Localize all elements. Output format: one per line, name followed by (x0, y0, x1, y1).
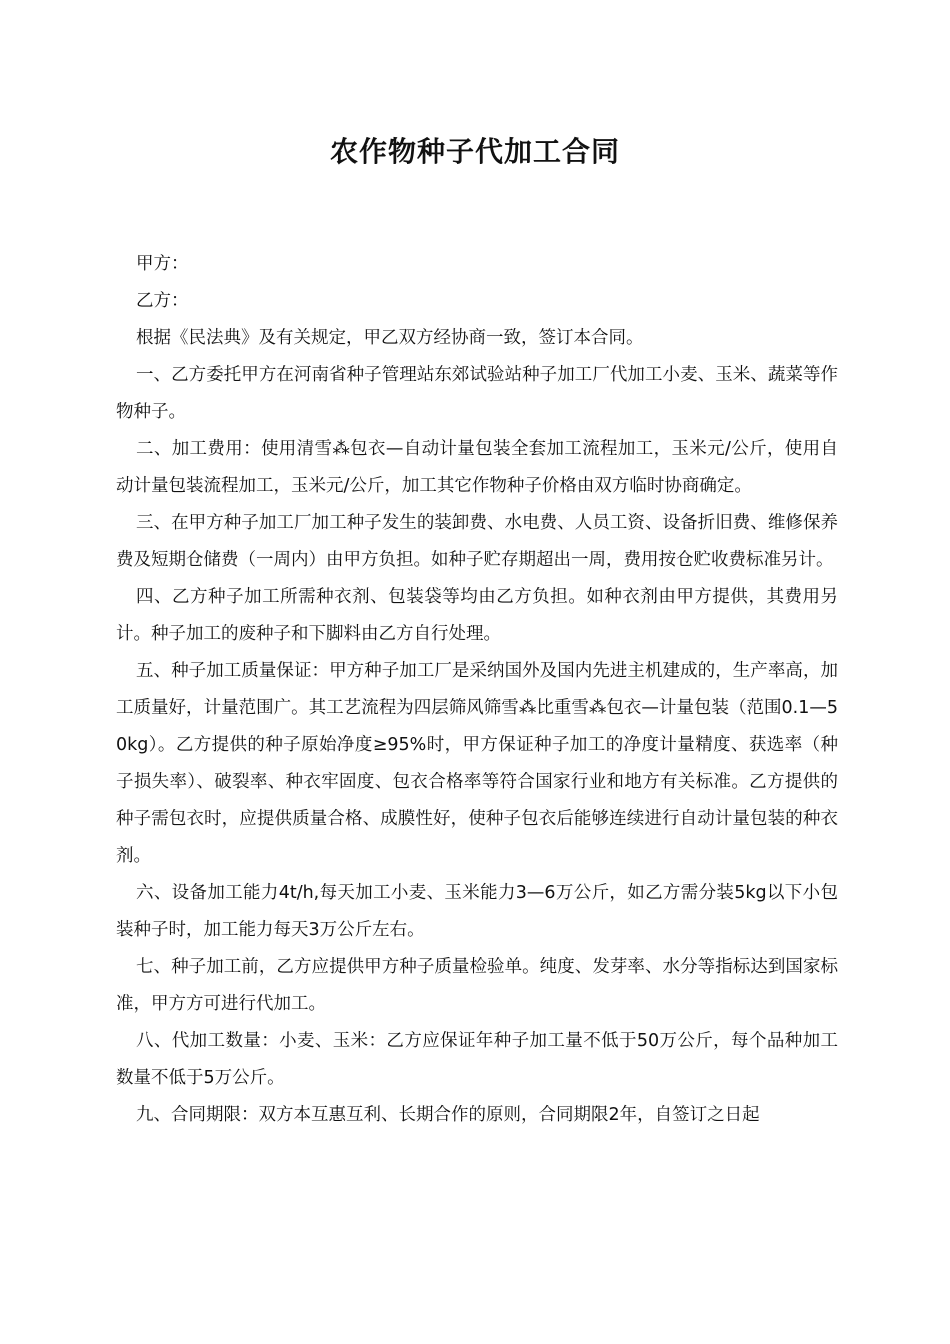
clause-1-paragraph: 一、乙方委托甲方在河南省种子管理站东郊试验站种子加工厂代加工小麦、玉米、蔬菜等作物种子。 (116, 365, 838, 422)
clause-8-paragraph: 八、代加工数量：小麦、玉米：乙方应保证年种子加工量不低于50万公斤，每个品种加工数量不低于5万公斤。 (116, 1031, 838, 1088)
party-a-line: 甲方： (136, 254, 189, 274)
clause-4-paragraph: 四、乙方种子加工所需种衣剂、包装袋等均由乙方负担。如种衣剂由甲方提供，其费用另计。种子加工的废种子和下脚料由乙方自行处理。 (116, 587, 838, 644)
clause-2-paragraph: 二、加工费用：使用清雪⁂包衣—自动计量包装全套加工流程加工，玉米元/公斤，使用自动计量包装流程加工，玉米元/公斤，加工其它作物种子价格由双方临时协商确定。 (116, 439, 838, 496)
clause-9-paragraph: 九、合同期限：双方本互惠互利、长期合作的原则，合同期限2年，自签订之日起 (136, 1105, 760, 1125)
preamble-paragraph: 根据《民法典》及有关规定，甲乙双方经协商一致，签订本合同。 (136, 328, 644, 348)
clause-7-paragraph: 七、种子加工前，乙方应提供甲方种子质量检验单。纯度、发芽率、水分等指标达到国家标准，甲方方可进行代加工。 (116, 957, 838, 1014)
clause-5-paragraph: 五、种子加工质量保证：甲方种子加工厂是采纳国外及国内先进主机建成的，生产率高，加工质量好，计量范围广。其工艺流程为四层筛风筛雪⁂比重雪⁂包衣—计量包装（范围0.1—50kg）。乙方提供的种子原始净度≥95%时，甲方保证种子加工的净度计量精度、获选率（种子损失率）、破裂率、种衣牢固度、包衣合格率等符合国家行业和地方有关标准。乙方提供的种子需包衣时，应提供质量合格、成膜性好，使种子包衣后能够连续进行自动计量包装的种衣剂。 (116, 661, 838, 866)
party-b-line: 乙方： (136, 291, 189, 311)
clause-6-paragraph: 六、设备加工能力4t/h,每天加工小麦、玉米能力3—6万公斤，如乙方需分装5kg以下小包装种子时，加工能力每天3万公斤左右。 (116, 883, 838, 940)
document-body (116, 246, 838, 1134)
document-title: 农作物种子代加工合同 (329, 135, 620, 168)
clause-3-paragraph: 三、在甲方种子加工厂加工种子发生的装卸费、水电费、人员工资、设备折旧费、维修保养费及短期仓储费（一周内）由甲方负担。如种子贮存期超出一周，费用按仓贮收费标准另计。 (116, 513, 838, 570)
